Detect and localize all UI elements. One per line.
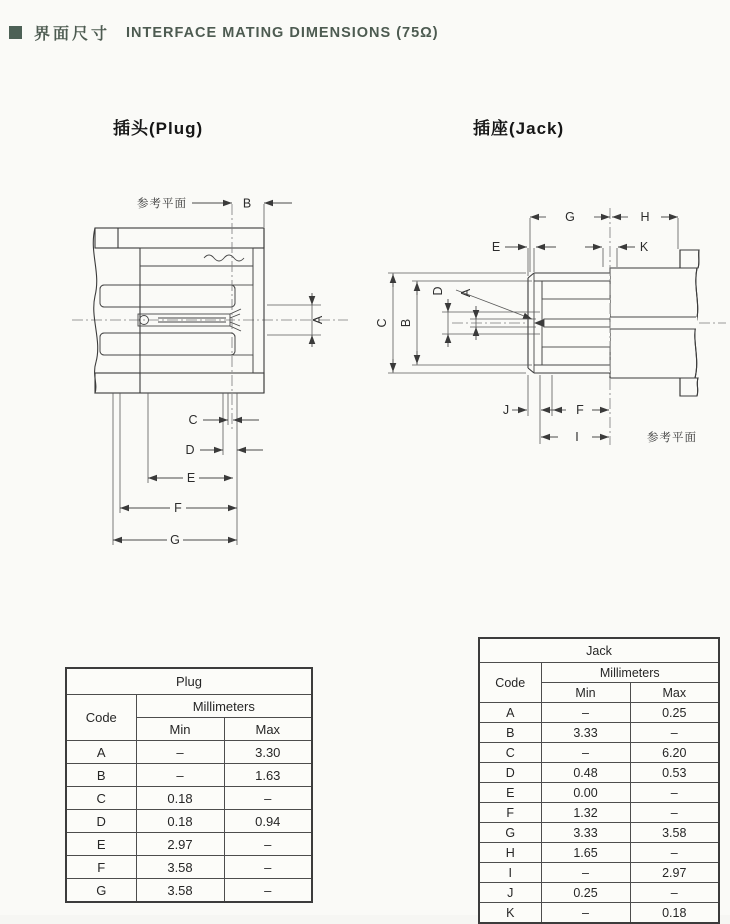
table-row: G 3.58 – (66, 879, 312, 903)
jack-dim-label-j: J (502, 403, 510, 417)
table-row: G 3.33 3.58 (479, 823, 719, 843)
section-header (9, 21, 439, 44)
jack-dim-label-a: A (459, 288, 473, 298)
table-header-row (66, 695, 312, 718)
jack-dimensions-table (478, 637, 720, 924)
jack-dim-label-d: D (431, 286, 445, 296)
table-title: Plug (66, 668, 312, 695)
plug-dim-label-a: A (311, 315, 325, 325)
table-row: E 2.97 – (66, 833, 312, 856)
section-bullet-icon (9, 26, 22, 39)
table-row: I – 2.97 (479, 863, 719, 883)
col-header-code: Code (479, 663, 541, 703)
table-row: E 0.00 – (479, 783, 719, 803)
technical-drawings (0, 100, 730, 580)
jack-dim-label-c: C (375, 318, 389, 328)
table-row: D 0.48 0.53 (479, 763, 719, 783)
jack-dim-label-h: H (640, 210, 650, 224)
jack-ref-plane-label: 参考平面 (647, 432, 697, 444)
table-header-row (479, 663, 719, 683)
table-row: J 0.25 – (479, 883, 719, 903)
table-row: B 3.33 – (479, 723, 719, 743)
table-row: A – 0.25 (479, 703, 719, 723)
section-title-zh: 界面尺寸 (34, 26, 111, 43)
plug-dim-label-g: G (170, 533, 180, 547)
col-header-unit: Millimeters (136, 695, 312, 718)
jack-section-view (375, 208, 726, 445)
col-header-unit: Millimeters (541, 663, 719, 683)
plug-coupling-cavity (140, 248, 253, 373)
jack-dim-label-k: K (639, 240, 649, 254)
jack-dim-label-i: I (575, 430, 579, 444)
plug-dim-label-d: D (185, 443, 195, 457)
jack-dim-label-b: B (399, 318, 413, 328)
col-header-min: Min (541, 683, 630, 703)
table-row: C 0.18 – (66, 787, 312, 810)
table-row: F 1.32 – (479, 803, 719, 823)
table-row: A – 3.30 (66, 741, 312, 764)
plug-dim-label-c: C (188, 413, 198, 427)
plug-dimensions-table (65, 667, 313, 903)
plug-section-view (72, 196, 348, 547)
plug-drawing-title: 插头(Plug) (113, 119, 204, 138)
table-title: Jack (479, 638, 719, 663)
col-header-max: Max (630, 683, 719, 703)
jack-dim-label-f: F (576, 403, 584, 417)
plug-dimensions (113, 196, 325, 547)
jack-drawing-title: 插座(Jack) (473, 119, 565, 138)
plug-dim-label-e: E (186, 471, 196, 485)
col-header-min: Min (136, 718, 224, 741)
table-row: D 0.18 0.94 (66, 810, 312, 833)
table-row: K – 0.18 (479, 903, 719, 924)
plug-dim-label-b: B (242, 196, 252, 211)
plug-dim-label-f: F (174, 501, 182, 515)
table-title-row (479, 638, 719, 663)
table-row: B – 1.63 (66, 764, 312, 787)
section-title-en: INTERFACE MATING DIMENSIONS (75Ω) (126, 24, 439, 41)
table-title-row (66, 668, 312, 695)
table-row: H 1.65 – (479, 843, 719, 863)
jack-dim-label-g: G (565, 210, 575, 224)
col-header-code: Code (66, 695, 136, 741)
plug-ref-plane-label: 参考平面 (137, 198, 187, 210)
table-row: C – 6.20 (479, 743, 719, 763)
table-row: F 3.58 – (66, 856, 312, 879)
jack-dim-label-e: E (491, 240, 501, 254)
col-header-max: Max (224, 718, 312, 741)
